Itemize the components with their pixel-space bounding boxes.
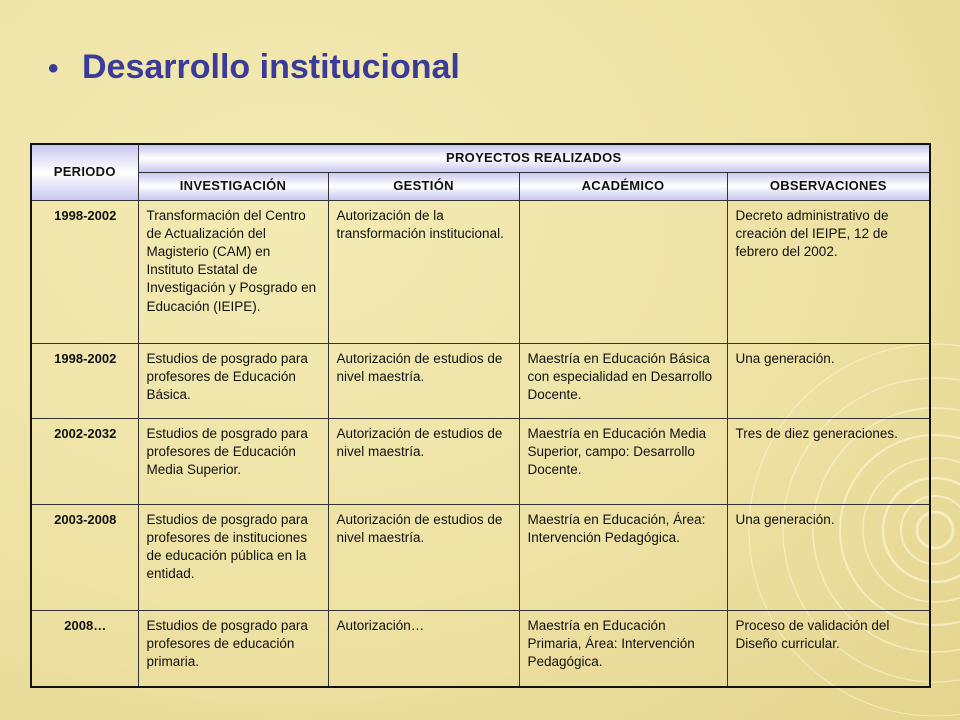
header-periodo: PERIODO — [31, 144, 138, 200]
slide-title-text: Desarrollo institucional — [82, 48, 460, 86]
cell-investigacion: Estudios de posgrado para profesores de instituciones de educación pública en la entidad. — [138, 504, 328, 610]
cell-gestion: Autorización de estudios de nivel maestría. — [328, 343, 519, 418]
cell-gestion: Autorización… — [328, 610, 519, 687]
cell-periodo: 1998-2002 — [31, 343, 138, 418]
cell-periodo: 2008… — [31, 610, 138, 687]
cell-investigacion: Transformación del Centro de Actualización del Magisterio (CAM) en Instituto Estatal de Investigación y Posgrado en Educación (IEIPE). — [138, 200, 328, 343]
cell-observaciones: Decreto administrativo de creación del IEIPE, 12 de febrero del 2002. — [727, 200, 930, 343]
header-observaciones: OBSERVACIONES — [727, 172, 930, 200]
cell-periodo: 1998-2002 — [31, 200, 138, 343]
header-investigacion: INVESTIGACIÓN — [138, 172, 328, 200]
slide-title — [48, 48, 460, 87]
table-row — [31, 504, 930, 610]
cell-academico: Maestría en Educación, Área: Intervención Pedagógica. — [519, 504, 727, 610]
header-gestion: GESTIÓN — [328, 172, 519, 200]
cell-investigacion: Estudios de posgrado para profesores de Educación Básica. — [138, 343, 328, 418]
cell-observaciones: Proceso de validación del Diseño curricular. — [727, 610, 930, 687]
cell-observaciones: Una generación. — [727, 343, 930, 418]
table-row — [31, 343, 930, 418]
cell-academico: Maestría en Educación Media Superior, campo: Desarrollo Docente. — [519, 418, 727, 504]
cell-observaciones: Tres de diez generaciones. — [727, 418, 930, 504]
table-row — [31, 418, 930, 504]
header-academico: ACADÉMICO — [519, 172, 727, 200]
cell-gestion: Autorización de estudios de nivel maestría. — [328, 504, 519, 610]
cell-investigacion: Estudios de posgrado para profesores de Educación Media Superior. — [138, 418, 328, 504]
header-proyectos-realizados: PROYECTOS REALIZADOS — [138, 144, 930, 172]
cell-academico: Maestría en Educación Primaria, Área: Intervención Pedagógica. — [519, 610, 727, 687]
table-row — [31, 610, 930, 687]
projects-table — [30, 143, 931, 688]
bullet-icon: • — [48, 52, 59, 85]
cell-academico: Maestría en Educación Básica con especialidad en Desarrollo Docente. — [519, 343, 727, 418]
cell-observaciones: Una generación. — [727, 504, 930, 610]
cell-academico — [519, 200, 727, 343]
table-subheader-row — [31, 172, 930, 200]
cell-periodo: 2003-2008 — [31, 504, 138, 610]
cell-gestion: Autorización de estudios de nivel maestría. — [328, 418, 519, 504]
table-header-row — [31, 144, 930, 172]
table-row — [31, 200, 930, 343]
cell-periodo: 2002-2032 — [31, 418, 138, 504]
cell-investigacion: Estudios de posgrado para profesores de educación primaria. — [138, 610, 328, 687]
cell-gestion: Autorización de la transformación institucional. — [328, 200, 519, 343]
